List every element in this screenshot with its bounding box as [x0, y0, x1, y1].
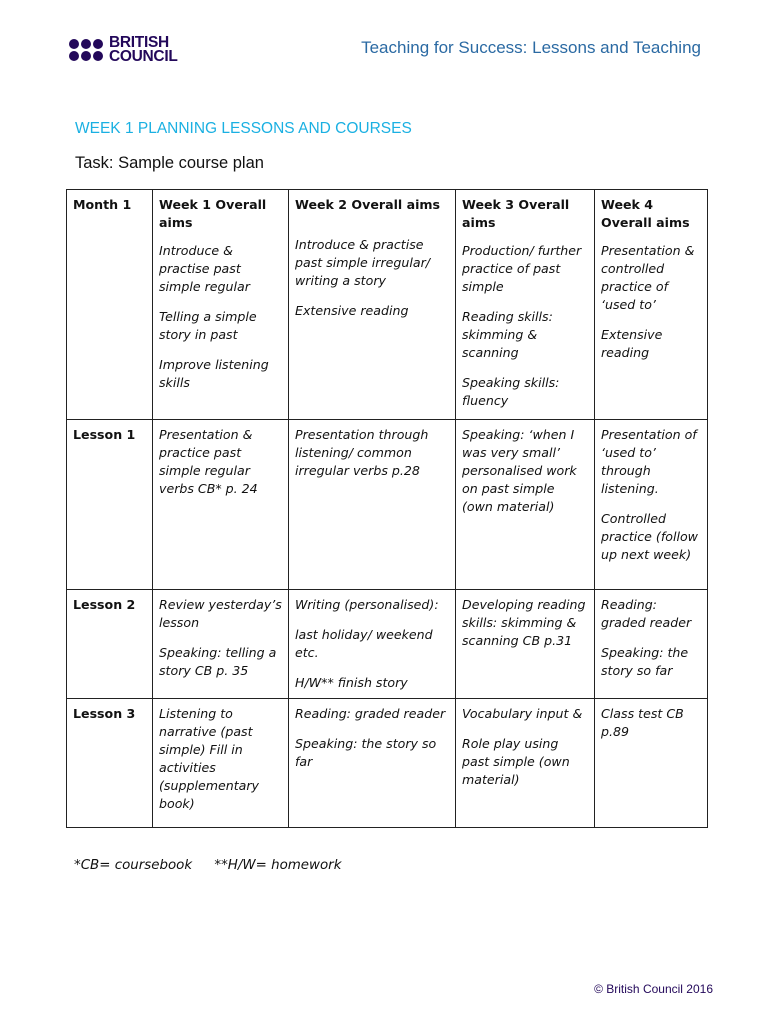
table-cell	[595, 190, 708, 420]
header-title: Teaching for Success: Lessons and Teaching	[361, 38, 701, 57]
cell-entry: Speaking: ‘when I was very small’ personalised work on past simple (own material)	[462, 427, 577, 514]
cell-entry: Introduce & practise past simple regular	[159, 243, 250, 294]
task-title: Task: Sample course plan	[75, 154, 264, 172]
cell-entry: Presentation & practice past simple regular verbs CB* p. 24	[159, 427, 258, 496]
table-cell	[595, 590, 708, 699]
cell-entry: Reading: graded reader	[601, 597, 692, 630]
table-cell	[153, 190, 289, 420]
footnote	[74, 858, 341, 873]
cell-entry: Extensive reading	[601, 327, 663, 360]
cell-entry: Reading skills: skimming & scanning	[462, 309, 553, 360]
cell-entry: Listening to narrative (past simple) Fill in activities (supplementary book)	[159, 706, 259, 811]
cell-entry: Presentation through listening/ common irregular verbs p.28	[295, 427, 429, 478]
cell-entry: Writing (personalised):	[295, 597, 439, 612]
table-cell	[595, 699, 708, 828]
cell-entry: Production/ further practice of past simple	[462, 243, 582, 294]
cell-entry: Presentation & controlled practice of ‘used to’	[601, 243, 695, 312]
table-row	[67, 420, 708, 590]
cell-entry: Speaking: the story so far	[601, 645, 689, 678]
column-header: Week 1 Overall aims	[159, 197, 267, 230]
week-title: WEEK 1 PLANNING LESSONS AND COURSES	[75, 120, 412, 137]
table-cell	[456, 420, 595, 590]
cell-entry: Vocabulary input &	[462, 706, 583, 721]
cell-entry: Presentation of ‘used to’ through listening.	[601, 427, 697, 496]
table-row	[67, 699, 708, 828]
cell-entry: Role play using past simple (own material)	[462, 736, 570, 787]
copyright: © British Council 2016	[594, 982, 713, 996]
table-cell	[456, 699, 595, 828]
cell-entry: Speaking: telling a story CB p. 35	[159, 645, 277, 678]
row-label: Lesson 1	[67, 420, 153, 590]
table-cell	[153, 699, 289, 828]
cell-entry: Telling a simple story in past	[159, 309, 257, 342]
column-header: Week 4 Overall aims	[601, 197, 690, 230]
table-cell	[153, 590, 289, 699]
table-cell	[289, 590, 456, 699]
cell-entry: Improve listening skills	[159, 357, 269, 390]
cell-entry: Developing reading skills: skimming & scanning CB p.31	[462, 597, 586, 648]
row-label: Lesson 3	[67, 699, 153, 828]
cell-entry: Speaking: the story so far	[295, 736, 437, 769]
table-cell	[595, 420, 708, 590]
table-cell	[153, 420, 289, 590]
column-header: Week 2 Overall aims	[295, 197, 441, 212]
british-council-logo	[69, 36, 178, 64]
table-cell	[289, 190, 456, 420]
cell-entry: Class test CB p.89	[601, 706, 684, 739]
logo-wordmark: BRITISH COUNCIL	[109, 34, 178, 65]
table-row	[67, 590, 708, 699]
cell-entry: H/W** finish story	[295, 675, 408, 690]
cell-entry: Controlled practice (follow up next week)	[601, 511, 698, 562]
footnote-homework: **H/W= homework	[214, 858, 342, 873]
row-label: Lesson 2	[67, 590, 153, 699]
month-header: Month 1	[67, 190, 153, 420]
footnote-coursebook: *CB= coursebook	[74, 858, 193, 873]
table-cell	[289, 699, 456, 828]
cell-entry: Review yesterday’s lesson	[159, 597, 282, 630]
cell-entry: Extensive reading	[295, 303, 409, 318]
table-cell	[289, 420, 456, 590]
table-row	[67, 190, 708, 420]
table-cell	[456, 590, 595, 699]
cell-entry: Speaking skills: fluency	[462, 375, 560, 408]
cell-entry: last holiday/ weekend etc.	[295, 627, 433, 660]
cell-entry: Reading: graded reader	[295, 706, 446, 721]
column-header: Week 3 Overall aims	[462, 197, 570, 230]
course-plan-table	[66, 189, 708, 828]
logo-dots-icon	[69, 39, 103, 61]
cell-entry: Introduce & practise past simple irregular/ writing a story	[295, 237, 431, 288]
table-cell	[456, 190, 595, 420]
